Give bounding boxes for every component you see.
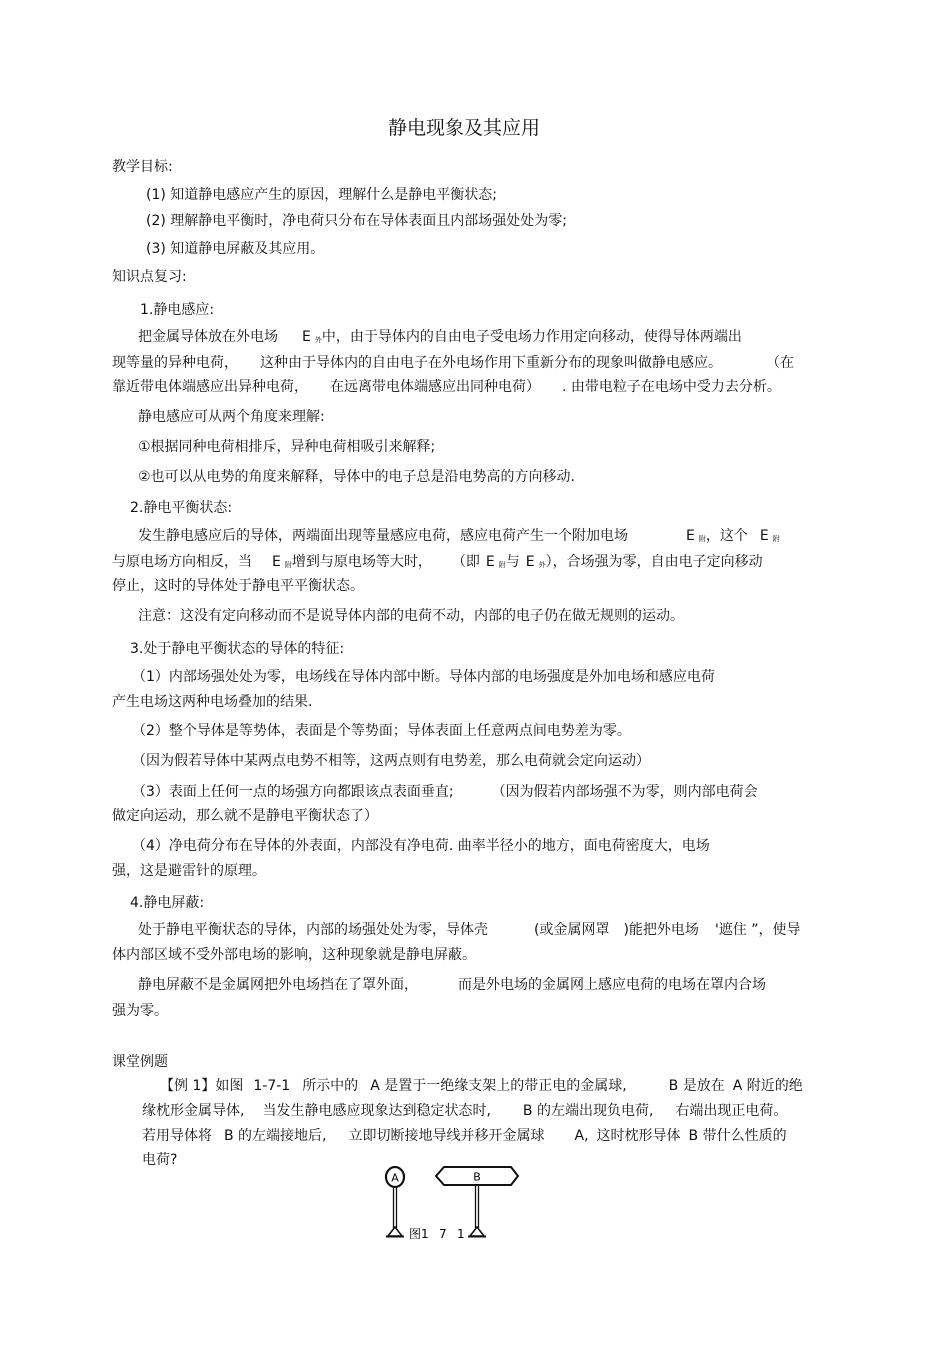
s1-paragraph-line-5: ①根据同种电荷相排斥，异种电荷相吸引来解释; [138,439,436,455]
s4-paragraph-line-4: 强为零。 [112,1003,168,1019]
section-4-heading: 4.静电屏蔽: [130,895,205,911]
section-2-heading: 2.静电平衡状态: [130,500,233,516]
s1-paragraph-line-1: 把金属导体放在外电场 E 外中，由于导体内的自由电子受电场力作用定向移动，使得导体两端出 [138,329,742,345]
insulating-stand-a [386,1187,404,1237]
s3-paragraph-line-4: （因为假若导体中某两点电势不相等，这两点则有电势差，那么电荷就会定向运动） [132,753,650,769]
s3-paragraph-line-7: （4）净电荷分布在导体的外表面，内部没有净电荷. 曲率半径小的地方，面电荷密度大，电场 [132,838,710,854]
s4-paragraph-line-2: 体内部区域不受外部电场的影响，这种现象就是静电屏蔽。 [112,947,476,963]
goal-item-2: (2) 理解静电平衡时，净电荷只分布在导体表面且内部场强处处为零; [146,213,567,229]
goals-heading: 教学目标: [112,159,173,175]
s2-note: 注意：这没有定向移动而不是说导体内部的电荷不动，内部的电子仍在做无规则的运动。 [138,608,684,624]
s1-paragraph-line-4: 静电感应可从两个角度来理解: [138,409,325,425]
review-heading: 知识点复习: [112,269,187,285]
example-line-1: 【例 1】如图 1-7-1 所示中的 A 是置于一绝缘支架上的带正电的金属球, B 是放在 A 附近的绝 [160,1078,803,1094]
label-b: B [473,1170,481,1184]
s2-paragraph-line-3: 停止，这时的导体处于静电平平衡状态。 [112,578,364,594]
page-title: 静电现象及其应用 [387,117,540,139]
s3-paragraph-line-3: （2）整个导体是等势体，表面是个等势面；导体表面上任意两点间电势差为零。 [132,723,631,739]
figure-caption-a: 图1 [409,1227,429,1241]
s3-paragraph-line-8: 强，这是避雷针的原理。 [112,863,266,879]
goal-item-1: (1) 知道静电感应产生的原因，理解什么是静电平衡状态; [146,187,497,203]
s3-paragraph-line-5: （3）表面上任何一点的场强方向都跟该点表面垂直; （因为假若内部场强不为零，则内部电荷会 [132,784,758,800]
example-line-2: 缘枕形金属导体, 当发生静电感应现象达到稳定状态时, B 的左端出现负电荷, 右端出现正电荷。 [142,1103,788,1119]
insulating-stand-b [468,1185,486,1237]
s1-paragraph-line-6: ②也可以从电势的角度来解释，导体中的电子总是沿电势高的方向移动. [138,469,575,485]
example-line-4: 电荷? [142,1152,178,1168]
figure-caption-c: 1 [457,1227,465,1241]
section-1-heading: 1.静电感应: [140,302,215,318]
s3-paragraph-line-1: （1）内部场强处处为零，电场线在导体内部中断。导体内部的电场强度是外加电场和感应电荷 [132,669,715,685]
figure-caption-b: 7 [439,1227,447,1241]
s1-paragraph-line-2: 现等量的异种电荷， 这种由于导体内的自由电子在外电场作用下重新分布的现象叫做静电感应。 （在 [112,355,794,371]
goal-item-3: (3) 知道静电屏蔽及其应用。 [146,241,325,257]
section-3-heading: 3.处于静电平衡状态的导体的特征: [130,641,345,657]
s2-paragraph-line-2: 与原电场方向相反，当 E 附增到与原电场等大时， （即 E 附与 E 外），合场强为零，自由电子定向移动 [112,554,763,570]
s3-paragraph-line-6: 做定向运动，那么就不是静电平衡状态了） [112,808,378,824]
s3-paragraph-line-2: 产生电场这两种电场叠加的结果. [112,694,313,710]
s2-paragraph-line-1: 发生静电感应后的导体，两端面出现等量感应电荷，感应电荷产生一个附加电场 E 附，这个 E 附 [138,528,780,544]
figure-1-7-1 [380,1160,530,1242]
s4-paragraph-line-1: 处于静电平衡状态的导体，内部的场强处处为零，导体壳 (或金属网罩 )能把外电场 '遮住 ”，使导 [138,922,801,938]
label-a: A [391,1171,399,1185]
example-heading: 课堂例题 [112,1054,168,1070]
s1-paragraph-line-3: 靠近带电体端感应出异种电荷， 在远离带电体端感应出同种电荷） . 由带电粒子在电场中受力去分析。 [112,379,781,395]
example-line-3: 若用导体将 B 的左端接地后, 立即切断接地导线并移开金属球 A, 这时枕形导体 B 带什么性质的 [142,1128,787,1144]
s4-paragraph-line-3: 静电屏蔽不是金属网把外电场挡在了罩外面， 而是外电场的金属网上感应电荷的电场在罩内合场 [138,977,766,993]
